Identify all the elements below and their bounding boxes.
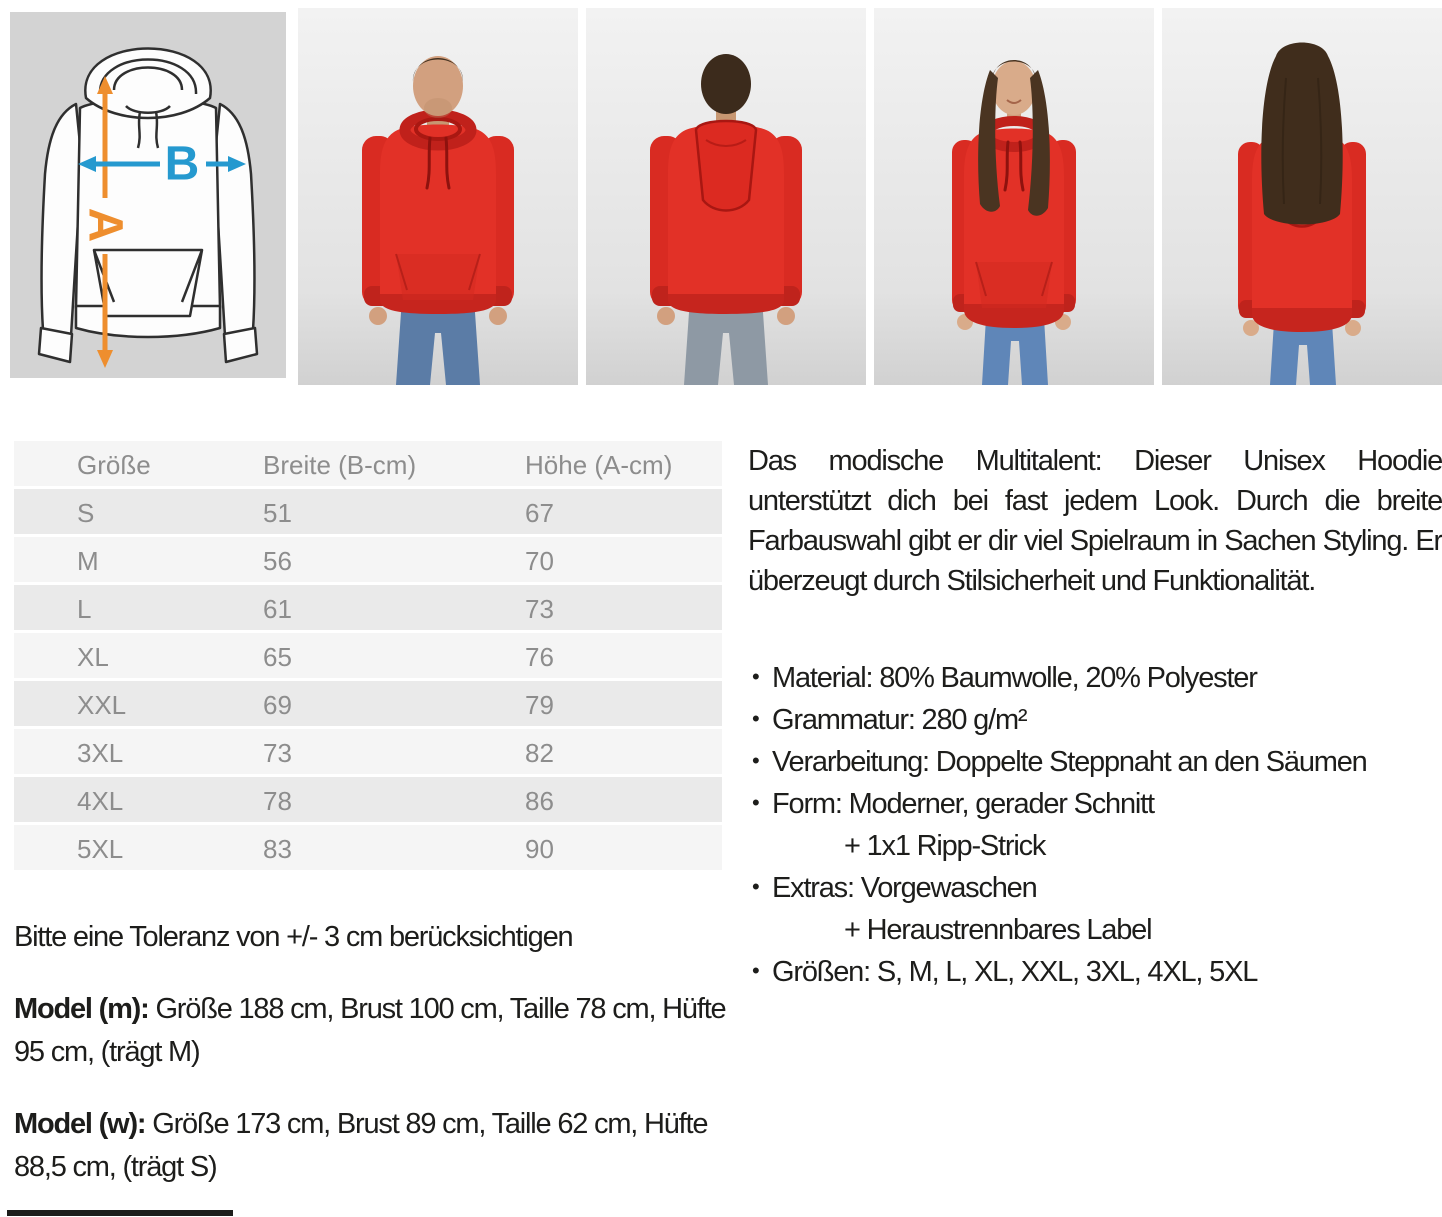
cell-width: 51 [263, 498, 292, 528]
table-row [14, 825, 722, 873]
spec-text: Extras: Vorgewaschen [772, 872, 1037, 904]
cell-height: 76 [525, 642, 554, 672]
model-w-label: Model (w): [14, 1108, 146, 1140]
photo-model-male-back[interactable] [586, 8, 866, 385]
cell-height: 70 [525, 546, 554, 576]
spec-text: Grammatur: 280 g/m² [772, 704, 1027, 736]
cell-size: 3XL [77, 738, 124, 768]
spec-item-groessen [748, 951, 1442, 993]
product-gallery [10, 8, 1442, 385]
face [992, 61, 1036, 115]
hood [696, 121, 756, 211]
model-m-text: Größe 188 cm, Brust 100 cm, Taille 78 cm, Hüfte 95 cm, (trägt M) [14, 993, 726, 1068]
spec-item-form [748, 783, 1442, 867]
table-row [14, 537, 722, 585]
cell-size: L [77, 594, 92, 624]
spec-subitem: + 1x1 Ripp-Strick [844, 830, 1046, 862]
tolerance-note: Bitte eine Toleranz von +/- 3 cm berücksichtigen [14, 921, 573, 953]
cell-width: 56 [263, 546, 292, 576]
cell-size: 5XL [77, 834, 124, 864]
bullet-icon: • [752, 958, 759, 983]
product-description-section [748, 441, 1442, 993]
cell-height: 73 [525, 594, 554, 624]
bullet-icon: • [752, 748, 759, 773]
hoodie-measurement-diagram [10, 12, 286, 378]
col-header-size: Größe [77, 450, 151, 480]
size-table-header-row [14, 441, 722, 489]
spec-list [748, 657, 1442, 993]
cell-size: 4XL [77, 786, 124, 816]
spec-subitem: + Heraustrennbares Label [844, 914, 1152, 946]
table-row [14, 729, 722, 777]
size-diagram-image[interactable] [10, 12, 286, 378]
photo-model-female-front[interactable] [874, 8, 1154, 385]
model-m-note [14, 988, 734, 1074]
spec-text: Verarbeitung: Doppelte Steppnaht an den Säumen [772, 746, 1367, 778]
cell-width: 61 [263, 594, 292, 624]
spec-text: Material: 80% Baumwolle, 20% Polyester [772, 662, 1257, 694]
photo-model-male-front[interactable] [298, 8, 578, 385]
cell-height: 90 [525, 834, 554, 864]
cell-width: 73 [263, 738, 292, 768]
spec-text: Form: Moderner, gerader Schnitt [772, 788, 1154, 820]
cell-height: 79 [525, 690, 554, 720]
cell-width: 78 [263, 786, 292, 816]
cell-size: S [77, 498, 95, 528]
table-row [14, 633, 722, 681]
bullet-icon: • [752, 664, 759, 689]
cell-width: 69 [263, 690, 292, 720]
table-row [14, 585, 722, 633]
model-w-text: Größe 173 cm, Brust 89 cm, Taille 62 cm, Hüfte 88,5 cm, (trägt S) [14, 1108, 708, 1183]
spec-text: Größen: S, M, L, XL, XXL, 3XL, 4XL, 5XL [772, 956, 1258, 988]
table-row [14, 681, 722, 729]
cell-width: 83 [263, 834, 292, 864]
spec-item-verarbeitung [748, 741, 1442, 783]
height-arrow-label: A [78, 207, 132, 243]
spec-item-grammatur [748, 699, 1442, 741]
cell-height: 67 [525, 498, 554, 528]
product-description: Das modische Multitalent: Dieser Unisex Hoodie unterstützt dich bei fast jedem Look. Durch die breite Farbauswahl gibt er dir viel Spielraum in Sachen Styling. Er überzeugt durch Stilsicherheit und Funktionalität. [748, 445, 1442, 597]
photo-model-female-back[interactable] [1162, 8, 1442, 385]
table-row [14, 489, 722, 537]
spec-item-extras [748, 867, 1442, 951]
col-header-width: Breite (B-cm) [263, 450, 417, 480]
model-male-front-photo [298, 8, 578, 385]
model-m-label: Model (m): [14, 993, 149, 1025]
spec-item-material [748, 657, 1442, 699]
col-header-height: Höhe (A-cm) [525, 450, 673, 480]
cropped-text-fragment [7, 1210, 233, 1216]
cell-size: XL [77, 642, 109, 672]
size-chart-table [14, 441, 722, 873]
table-row [14, 777, 722, 825]
model-male-back-photo [586, 8, 866, 385]
model-w-note [14, 1103, 734, 1189]
hair [701, 54, 751, 114]
bullet-icon: • [752, 706, 759, 731]
bullet-icon: • [752, 874, 759, 899]
cell-size: XXL [77, 690, 127, 720]
size-chart-section [14, 441, 734, 1189]
hair [1261, 43, 1342, 225]
cell-width: 65 [263, 642, 292, 672]
cell-size: M [77, 546, 99, 576]
bullet-icon: • [752, 790, 759, 815]
cell-height: 82 [525, 738, 554, 768]
model-female-front-photo [874, 8, 1154, 385]
cell-height: 86 [525, 786, 554, 816]
width-arrow-label: B [164, 137, 200, 191]
model-female-back-photo [1162, 8, 1442, 385]
